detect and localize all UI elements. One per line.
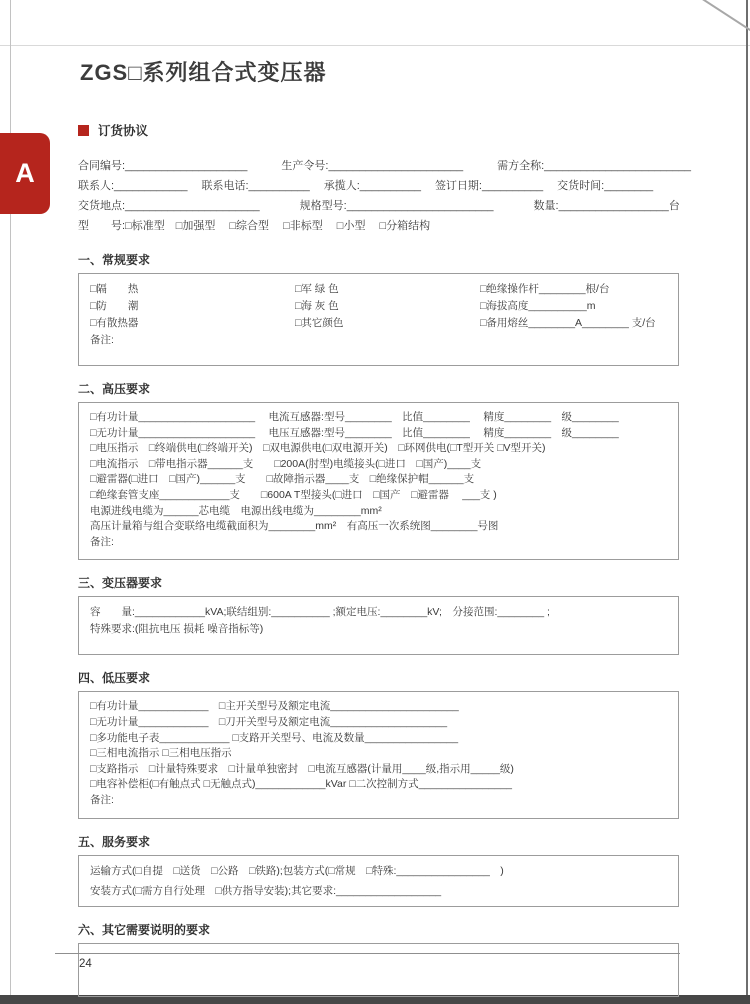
fill-in-line: 容 量:____________kVA;联结组别:__________ ;额定电压:________kV; 分接范围:________ ; (90, 606, 550, 619)
checkbox-line: □防 潮 (90, 300, 139, 312)
remarks-line: 备注: (90, 535, 114, 548)
production-no-field: 生产令号:______________________ (281, 160, 464, 172)
general-options-grid (90, 281, 667, 332)
order-form-header (78, 156, 691, 237)
section-high-voltage-box (78, 402, 679, 560)
section-transformer-requirements (78, 574, 679, 655)
section-heading: 一、常规要求 (78, 253, 151, 267)
checkbox-line: □避雷器(□进口 □国产)______支 □故障指示器____支 □绝缘保护帽______支 (90, 473, 475, 486)
side-tab-letter: A (15, 158, 35, 188)
checkbox-line: □有功计量____________________ 电流互感器:型号________ 比值________ 精度________ 级________ (90, 411, 619, 423)
section-heading: 六、其它需要说明的要求 (78, 922, 211, 937)
page-title: ZGS□系列组合式变压器 (80, 60, 327, 85)
checkbox-line: □海拔高度__________m (480, 300, 596, 312)
checkbox-line: □电容补偿柜(□有触点式 □无触点式)____________kVar □二次控制方式________________ (90, 778, 513, 791)
remarks-line: 备注: (90, 793, 114, 806)
section-high-voltage-requirements (78, 380, 679, 560)
fill-in-line: 特殊要求:(阻抗电压 损耗 噪音指标等) (90, 623, 264, 636)
scan-corner-line (688, 0, 750, 37)
section-heading: 二、高压要求 (78, 382, 151, 396)
checkbox-line: □绝缘套管支座____________支 □600A T型接头(□进口 □国产 □避雷器 ___支 ) (90, 488, 497, 501)
section-other-box (78, 943, 679, 997)
agreement-label: 订货协议 (98, 124, 149, 138)
quantity-field: 数量:__________________台 (533, 200, 680, 212)
checkbox-line: □无功计量____________________ 电压互感器:型号________ 比值________ 精度________ 级________ (90, 426, 619, 439)
contractor-field: 承揽人:__________ (323, 180, 421, 192)
buyer-name-field: 需方全称:________________________ (497, 160, 691, 172)
phone-field: 联系电话:__________ (201, 180, 310, 192)
remarks-line: 备注: (90, 334, 114, 346)
section-heading: 五、服务要求 (78, 834, 151, 849)
section-heading: 三、变压器要求 (78, 576, 163, 591)
page-number: 24 (79, 958, 92, 970)
checkbox-line: □有功计量____________ □主开关型号及额定电流______________________ (90, 700, 459, 713)
checkbox-line: □多功能电子表____________ □支路开关型号、电流及数量________________ (90, 731, 459, 744)
checkbox-line: □电流指示 □带电指示器______支 □200A(肘型)电缆接头(□进口 □国产)____支 (90, 457, 482, 470)
spec-model-field: 规格型号:________________________ (299, 200, 494, 212)
side-tab-a (0, 133, 50, 214)
section-other-requirements (78, 921, 679, 997)
general-col-2 (295, 281, 480, 332)
form-header-row (78, 196, 679, 216)
section-transformer-box (78, 596, 679, 655)
red-square-icon (78, 125, 89, 136)
checkbox-line: □其它颜色 (295, 317, 344, 329)
sign-date-field: 签订日期:__________ (434, 180, 544, 192)
section-service-box (78, 855, 679, 907)
footer-rule (55, 953, 680, 954)
section-low-voltage-requirements (78, 669, 679, 818)
checkbox-line: 运输方式(□自提 □送货 □公路 □铁路);包装方式(□常规 □特殊:________________ ) (90, 864, 504, 877)
general-col-3 (480, 281, 667, 332)
section-general-box (78, 273, 679, 366)
contact-field: 联系人:____________ (78, 180, 188, 192)
checkbox-line: 安装方式(□需方自行处理 □供方指导安装);其它要求:__________________ (90, 884, 442, 897)
agreement-header (78, 121, 679, 139)
form-header-row (78, 156, 691, 176)
checkbox-line: □绝缘操作杆________根/台 (480, 283, 610, 295)
form-header-row (78, 176, 679, 196)
model-type-checkbox-row: 型 号:□标准型 □加强型 □综合型 □非标型 □小型 □分箱结构 (78, 220, 431, 232)
general-col-1 (90, 281, 295, 332)
page-content (78, 0, 691, 997)
scan-right-edge-line (746, 0, 748, 995)
checkbox-line: □海 灰 色 (295, 300, 339, 312)
contract-no-field: 合同编号:____________________ (78, 160, 248, 172)
checkbox-line: □支路指示 □计量特殊要求 □计量单独密封 □电流互感器(计量用____级,指示用_____级) (90, 762, 514, 775)
checkbox-line: □无功计量____________ □刀开关型号及额定电流____________________ (90, 715, 448, 728)
section-service-requirements (78, 833, 679, 907)
section-low-voltage-box (78, 691, 679, 818)
section-general-requirements (78, 251, 679, 366)
checkbox-line: □军 绿 色 (295, 283, 339, 295)
checkbox-line: □三相电流指示 □三相电压指示 (90, 747, 232, 760)
checkbox-line: □隔 热 (90, 283, 139, 295)
fill-in-line: 电源进线电缆为______芯电缆 电源出线电缆为________mm² (90, 504, 382, 517)
delivery-place-field: 交货地点:______________________ (78, 200, 260, 212)
fill-in-line: 高压计量箱与组合变联络电缆截面积为________mm² 有高压一次系统图________号图 (90, 520, 499, 533)
checkbox-line: □有散热器 (90, 317, 139, 329)
section-heading: 四、低压要求 (78, 671, 151, 686)
checkbox-line: □备用熔丝________A________ 支/台 (480, 317, 656, 329)
checkbox-line: □电压指示 □终端供电(□终端开关) □双电源供电(□双电源开关) □环网供电(□T型开关 □V型开关) (90, 442, 546, 455)
delivery-time-field: 交货时间:________ (557, 180, 654, 192)
